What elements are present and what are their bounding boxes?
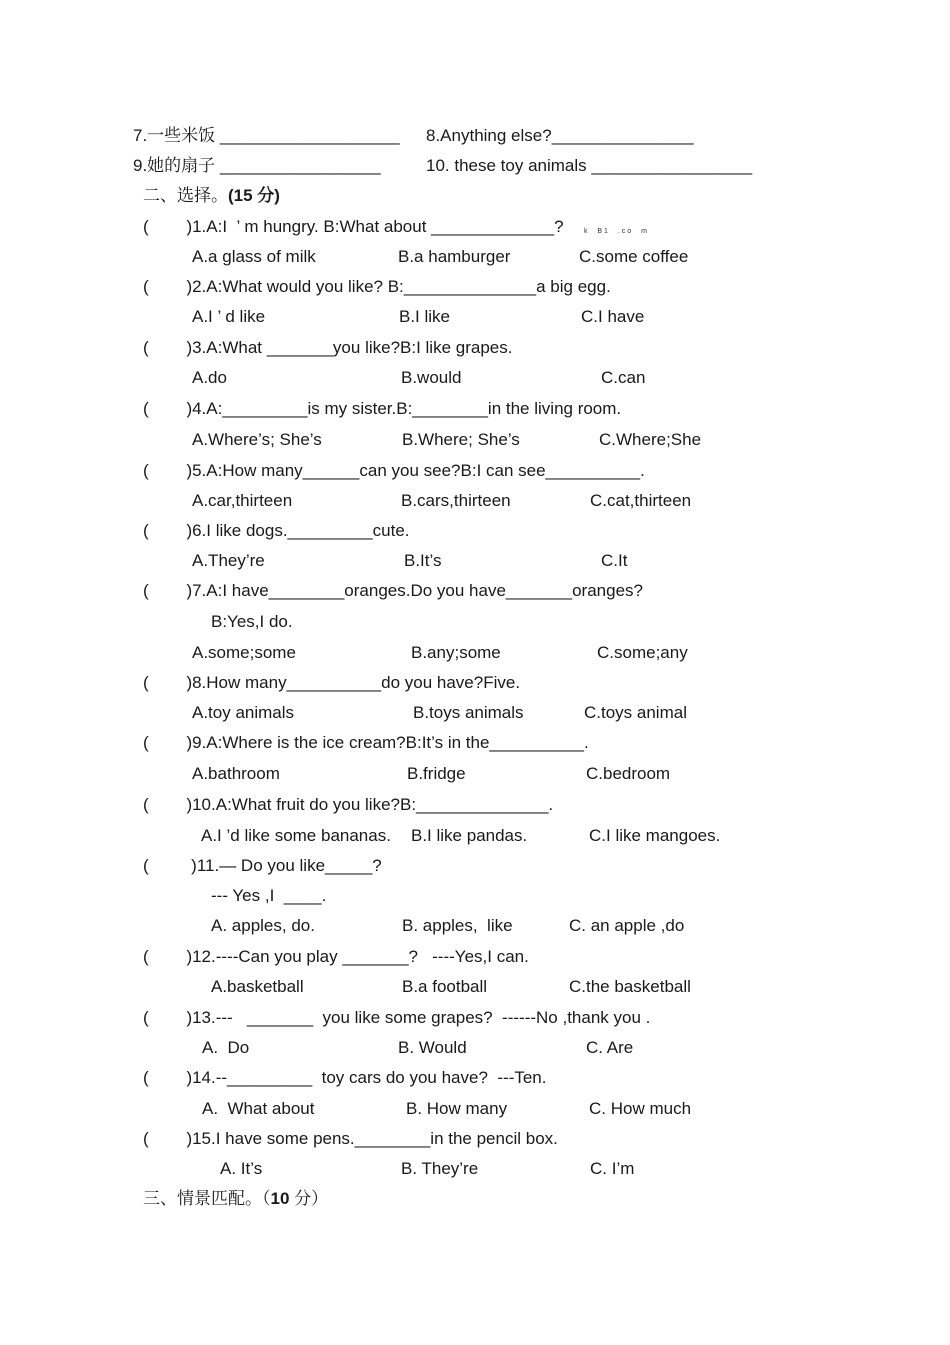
question-7-stem: ( )7.A:I have________oranges.Do you have_______oranges? (143, 581, 643, 600)
question-4-option-a: A.Where’s; She’s (192, 430, 322, 449)
question-8-option-b: B.toys animals (413, 703, 524, 722)
question-11-option-a: A. apples, do. (211, 916, 315, 935)
question-2-option-b: B.I like (399, 307, 451, 326)
question-6-option-a: A.They’re (192, 551, 265, 570)
translation-item-8: 8.Anything else?_______________ (426, 126, 694, 145)
question-13-option-b: B. Would (398, 1038, 467, 1057)
question-3-option-b: B.would (401, 368, 462, 387)
section-2-heading (143, 185, 280, 207)
section-3-score: 10 (270, 1189, 290, 1208)
question-1-option-c: C.some coffee (579, 247, 689, 266)
question-6-option-c: C.It (601, 551, 628, 570)
question-15-option-c: C. I’m (590, 1159, 635, 1178)
question-9-option-b: B.fridge (407, 764, 466, 783)
question-3-option-c: C.can (601, 368, 646, 387)
question-4-option-b: B.Where; She’s (402, 430, 520, 449)
section-2-title: 二、选择。 (143, 186, 228, 205)
question-2-option-a: A.I ’ d like (192, 307, 266, 326)
question-8-stem: ( )8.How many__________do you have?Five. (143, 673, 521, 692)
question-10-option-c: C.I like mangoes. (589, 826, 721, 845)
question-13-option-a: A. Do (202, 1038, 250, 1057)
question-14-option-c: C. How much (589, 1099, 692, 1118)
question-7-dialogue: B:Yes,I do. (211, 612, 293, 631)
question-2-stem: ( )2.A:What would you like? B:______________a big egg. (143, 277, 611, 296)
question-6-stem: ( )6.I like dogs._________cute. (143, 521, 410, 540)
question-11-option-b: B. apples, like (402, 916, 513, 935)
question-2-option-c: C.I have (581, 307, 645, 326)
question-12-stem: ( )12.----Can you play _______? ----Yes,I can. (143, 947, 529, 966)
question-10-stem: ( )10.A:What fruit do you like?B:______________. (143, 795, 554, 814)
question-7-option-a: A.some;some (192, 643, 296, 662)
question-4-option-c: C.Where;She (599, 430, 702, 449)
question-9-stem: ( )9.A:Where is the ice cream?B:It’s in the__________. (143, 733, 589, 752)
question-1-option-b: B.a hamburger (398, 247, 511, 266)
section-3-title: 三、情景匹配。（ (143, 1189, 271, 1208)
question-10-option-b: B.I like pandas. (411, 826, 528, 845)
question-5-option-b: B.cars,thirteen (401, 491, 511, 510)
translation-item-10: 10. these toy animals _________________ (426, 156, 753, 175)
question-10-option-a: A.I ’d like some bananas. (201, 826, 391, 845)
section-3-heading (143, 1188, 328, 1210)
question-1-stem: ( )1.A:I ’ m hungry. B:What about _____________? (143, 217, 564, 236)
question-12-option-b: B.a football (402, 977, 488, 996)
translation-item-7: 7.一些米饭 ___________________ (133, 126, 400, 145)
section-2-score: (15 分) (228, 186, 280, 205)
question-15-option-b: B. They’re (401, 1159, 479, 1178)
question-14-stem: ( )14.--_________ toy cars do you have? ---Ten. (143, 1068, 547, 1087)
translation-item-9: 9.她的扇子 _________________ (133, 156, 381, 175)
question-3-stem: ( )3.A:What _______you like?B:I like grapes. (143, 338, 513, 357)
section-3-suffix: 分） (289, 1189, 329, 1208)
question-8-option-a: A.toy animals (192, 703, 295, 722)
question-13-stem: ( )13.--- _______ you like some grapes? ------No ,thank you . (143, 1008, 651, 1027)
question-6-option-b: B.It’s (404, 551, 442, 570)
question-15-stem: ( )15.I have some pens.________in the pencil box. (143, 1129, 558, 1148)
question-15-option-a: A. It’s (220, 1159, 263, 1178)
question-7-option-b: B.any;some (411, 643, 501, 662)
question-12-option-c: C.the basketball (569, 977, 691, 996)
question-9-option-a: A.bathroom (192, 764, 280, 783)
question-5-option-a: A.car,thirteen (192, 491, 293, 510)
question-1-option-a: A.a glass of milk (192, 247, 316, 266)
question-3-option-a: A.do (192, 368, 227, 387)
question-11-option-c: C. an apple ,do (569, 916, 685, 935)
question-8-option-c: C.toys animal (584, 703, 687, 722)
question-5-option-c: C.cat,thirteen (590, 491, 692, 510)
question-14-option-a: A. What about (202, 1099, 315, 1118)
question-14-option-b: B. How many (406, 1099, 508, 1118)
watermark-text: k B1 .co m (584, 228, 649, 235)
question-12-option-a: A.basketball (211, 977, 304, 996)
question-5-stem: ( )5.A:How many______can you see?B:I can see__________. (143, 461, 645, 480)
question-4-stem: ( )4.A:_________is my sister.B:________in the living room. (143, 399, 622, 418)
question-9-option-c: C.bedroom (586, 764, 671, 783)
question-11-stem: ( )11.— Do you like_____? (143, 856, 382, 875)
question-13-option-c: C. Are (586, 1038, 634, 1057)
question-11-dialogue: --- Yes ,I ____. (211, 886, 327, 905)
question-7-option-c: C.some;any (597, 643, 688, 662)
